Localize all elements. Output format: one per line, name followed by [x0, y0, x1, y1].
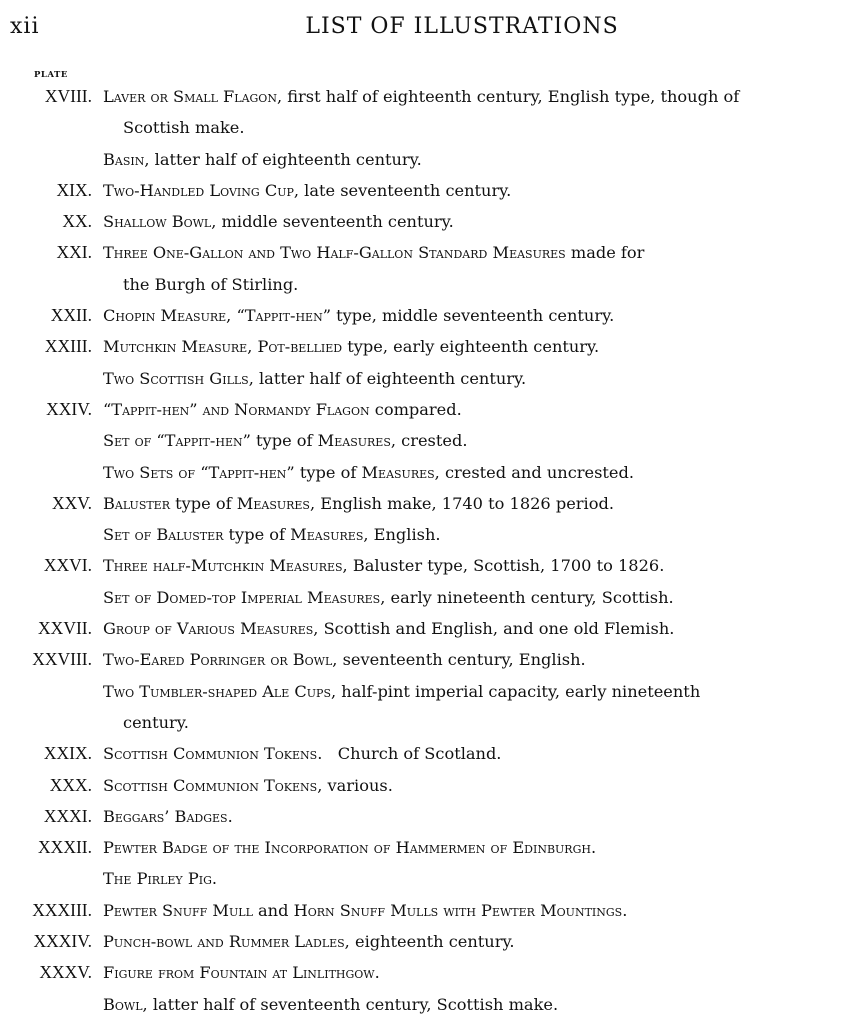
illustration-continuation: the Burgh of Stirling.: [123, 274, 299, 294]
list-item: [0, 550, 844, 581]
illustration-description: [103, 926, 836, 957]
list-item: [0, 300, 844, 331]
illustration-detail: type of: [170, 493, 237, 513]
plate-number: XXX.: [49, 774, 92, 795]
illustration-title: Two-Eared Porringer or Bowl,: [103, 650, 338, 670]
illustration-detail: seventeenth century, English.: [337, 650, 586, 670]
illustration-detail: various.: [322, 775, 393, 795]
plate-column-label: PLATE: [34, 70, 68, 80]
illustration-detail-part: English.: [368, 525, 441, 545]
list-item: [0, 488, 844, 519]
illustration-detail: early nineteenth century, Scottish.: [385, 587, 674, 607]
illustration-title-part: Measures,: [361, 462, 440, 482]
plate-number: XIX.: [56, 179, 92, 200]
list-item: [0, 832, 844, 863]
illustration-description: [103, 957, 836, 988]
illustration-description: [103, 676, 836, 739]
illustration-title: Bowl,: [103, 994, 148, 1014]
illustration-description: [103, 863, 836, 894]
illustration-detail: type of: [250, 431, 318, 451]
list-item: [0, 206, 844, 237]
illustration-title: Scottish Communion Tokens.: [103, 744, 323, 764]
illustration-title-part: Measures,: [290, 525, 369, 545]
illustration-description: [103, 175, 836, 206]
list-item: [0, 613, 844, 644]
illustration-detail: compared.: [369, 399, 462, 419]
illustration-title: Three half-Mutchkin Measures,: [103, 556, 348, 576]
illustration-detail: first half of eighteenth century, English type, though of: [282, 87, 740, 106]
illustration-title-part: Measures,: [236, 493, 316, 513]
list-item: [0, 863, 844, 894]
plate-number: XXIII.: [44, 336, 92, 357]
illustration-description: [103, 237, 836, 300]
illustration-detail: Baluster type, Scottish, 1700 to 1826.: [347, 556, 665, 576]
list-item: [0, 676, 844, 739]
illustration-title: Baluster: [103, 493, 170, 513]
illustration-list: [0, 81, 844, 1020]
plate-number: XXVII.: [38, 618, 92, 639]
illustration-detail: half-pint imperial capacity, early nineteenth: [336, 681, 701, 701]
plate-number: XXXIII.: [32, 899, 92, 920]
illustration-description: [103, 300, 836, 331]
list-item: [0, 81, 844, 144]
illustration-description: [103, 144, 836, 175]
illustration-detail: type, middle seventeenth century.: [330, 306, 615, 326]
list-item: [0, 989, 844, 1020]
plate-number: XXXIV.: [33, 931, 92, 952]
illustration-description: [103, 425, 836, 456]
page-number: xii: [10, 14, 40, 39]
list-item: [0, 519, 844, 550]
plate-number: XX.: [62, 211, 92, 232]
illustration-description: [103, 832, 836, 863]
illustration-description: [103, 519, 836, 550]
list-item: [0, 457, 844, 488]
illustration-title: Figure from Fountain at Linlithgow.: [103, 963, 380, 983]
illustration-title: Two Scottish Gills,: [103, 368, 254, 388]
plate-number: XXI.: [56, 242, 92, 263]
plate-number: XXVI.: [43, 555, 92, 576]
illustration-detail: and: [252, 900, 294, 920]
illustration-title: Two-Handled Loving Cup,: [103, 180, 300, 200]
illustration-description: [103, 206, 836, 237]
list-item: [0, 770, 844, 801]
illustration-description: [103, 895, 836, 926]
list-item: [0, 331, 844, 362]
illustration-title: Set of Domed-top Imperial Measures,: [103, 587, 386, 607]
plate-number: XXXII.: [38, 837, 92, 858]
illustration-detail-part: crested and uncrested.: [439, 462, 634, 482]
illustration-title: Two Tumbler-shaped Ale Cups,: [103, 681, 337, 701]
illustration-title: Scottish Communion Tokens,: [103, 775, 323, 795]
list-item: [0, 363, 844, 394]
plate-number: XXXV.: [39, 962, 92, 983]
illustration-description: [103, 363, 836, 394]
illustration-description: [103, 394, 836, 425]
illustration-detail: made for: [565, 243, 645, 263]
illustration-detail: Scottish and English, and one old Flemish.: [318, 619, 675, 639]
illustration-detail: type of: [223, 525, 291, 545]
illustration-continuation: century.: [123, 712, 189, 732]
illustration-description: [103, 331, 836, 362]
illustration-description: [103, 582, 836, 613]
list-item: [0, 144, 844, 175]
page-title: LIST OF ILLUSTRATIONS: [305, 14, 619, 39]
illustration-description: [103, 738, 836, 769]
illustration-title: Laver or Small Flagon,: [103, 87, 283, 106]
plate-number: XVIII.: [44, 86, 92, 106]
illustration-title: Pewter Snuff Mull: [103, 900, 253, 920]
illustration-detail-part: English make, 1740 to 1826 period.: [315, 493, 614, 513]
illustration-description: [103, 770, 836, 801]
illustration-description: [103, 488, 836, 519]
illustration-title: Pewter Badge of the Incorporation of Hammermen of Edinburgh.: [103, 838, 597, 858]
list-item: [0, 957, 844, 988]
illustration-description: [103, 613, 836, 644]
plate-number: XXIX.: [43, 743, 92, 764]
illustration-detail: type of: [294, 462, 362, 482]
illustration-title: Mutchkin Measure, Pot-bellied: [103, 337, 343, 357]
list-item: [0, 582, 844, 613]
illustration-detail: latter half of seventeenth century, Scottish make.: [147, 994, 559, 1014]
illustration-detail: late seventeenth century.: [299, 180, 512, 200]
list-item: [0, 237, 844, 300]
illustration-detail: type, early eighteenth century.: [342, 337, 600, 357]
illustration-detail: eighteenth century.: [349, 932, 515, 952]
illustration-detail-part: crested.: [396, 431, 468, 451]
list-item: [0, 644, 844, 675]
illustration-title: Group of Various Measures,: [103, 619, 319, 639]
illustration-description: [103, 644, 836, 675]
illustration-title: Chopin Measure, “Tappit-hen”: [103, 306, 331, 326]
illustration-title: Beggars’ Badges.: [103, 806, 233, 826]
illustration-title-part: Measures,: [317, 431, 397, 451]
list-item: [0, 394, 844, 425]
illustration-continuation: Scottish make.: [123, 118, 245, 138]
illustration-title: The Pirley Pig.: [103, 869, 217, 889]
illustration-title: Set of “Tappit-hen”: [103, 431, 251, 451]
illustration-description: [103, 550, 836, 581]
plate-number: XXVIII.: [32, 649, 92, 670]
illustration-title: Shallow Bowl,: [103, 212, 217, 232]
illustration-detail: latter half of eighteenth century.: [149, 149, 422, 169]
illustration-title: Basin,: [103, 149, 150, 169]
plate-number: XXII.: [50, 305, 92, 326]
illustration-detail: latter half of eighteenth century.: [253, 368, 527, 388]
plate-number: XXXI.: [43, 805, 92, 826]
list-item: [0, 801, 844, 832]
illustration-title: Three One-Gallon and Two Half-Gallon Standard Measures: [103, 243, 566, 263]
illustration-title: Punch-bowl and Rummer Ladles,: [103, 932, 350, 952]
illustration-description: [103, 989, 836, 1020]
illustration-title: Two Sets of “Tappit-hen”: [103, 462, 295, 482]
illustration-title: Set of Baluster: [103, 525, 224, 545]
plate-number: XXIV.: [46, 398, 92, 419]
list-item: [0, 738, 844, 769]
illustration-title-part: Horn Snuff Mulls with Pewter Mountings.: [293, 900, 628, 920]
plate-number: XXV.: [51, 492, 92, 513]
illustration-title: “Tappit-hen” and Normandy Flagon: [103, 399, 370, 419]
list-item: [0, 926, 844, 957]
list-item: [0, 175, 844, 206]
illustration-description: [103, 81, 836, 144]
illustration-description: [103, 801, 836, 832]
illustration-detail: Church of Scotland.: [322, 744, 502, 764]
illustration-detail: middle seventeenth century.: [216, 212, 454, 232]
list-item: [0, 895, 844, 926]
list-item: [0, 425, 844, 456]
illustration-description: [103, 457, 836, 488]
